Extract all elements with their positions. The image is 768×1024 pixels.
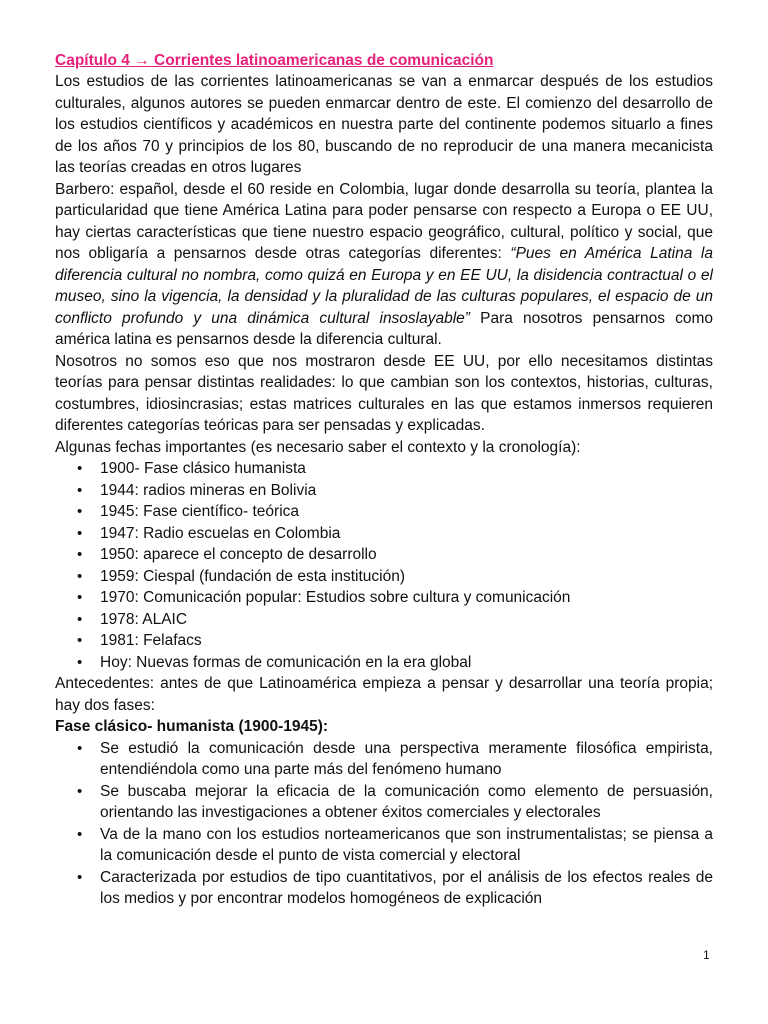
- date-text: 1981: Felafacs: [100, 632, 202, 649]
- bullet-icon: •: [77, 460, 83, 477]
- barbero-paragraph: [55, 179, 713, 351]
- arrow-icon: →: [134, 52, 150, 69]
- list-item: [55, 609, 713, 631]
- bullet-icon: •: [77, 524, 83, 542]
- list-item: [55, 738, 713, 781]
- list-item: [55, 566, 713, 588]
- date-text: 1944: radios mineras en Bolivia: [100, 481, 317, 499]
- nosotros-paragraph: Nosotros no somos eso que nos mostraron desde EE UU, por ello necesitamos distintas teorías para pensar distintas realidades: lo que cambian son los contextos, historias, culturas, costumbres, idiosincrasias; estas matrices culturales en las que estamos inmersos requieren diferentes categorías teóricas para ser pensadas y explicadas.: [55, 352, 713, 434]
- date-text: 1945: Fase científico- teórica: [100, 503, 300, 520]
- barbero-text-end: Para nosotros pensarnos como américa latina es pensarnos desde la diferencia cultural.: [55, 309, 714, 348]
- list-item: [55, 652, 713, 674]
- chapter-label: Capítulo 4: [55, 52, 130, 69]
- date-text: 1959: Ciespal (fundación de esta institución): [100, 567, 406, 585]
- list-item: [55, 501, 713, 523]
- page-number: 1: [703, 948, 710, 962]
- phase-item-text: Caracterizada por estudios de tipo cuantitativos, por el análisis de los efectos reales de los medios y por encontrar modelos homogéneos de explicación: [100, 868, 713, 907]
- list-item: [55, 630, 713, 652]
- bullet-icon: •: [77, 782, 83, 800]
- date-text: 1950: aparece el concepto de desarrollo: [100, 546, 377, 563]
- date-text: 1978: ALAIC: [100, 610, 188, 628]
- bullet-icon: •: [77, 567, 83, 585]
- bullet-icon: •: [77, 546, 83, 563]
- document-page: [55, 50, 713, 910]
- list-item: [55, 544, 713, 566]
- bullet-icon: •: [77, 632, 83, 649]
- intro-paragraph: Los estudios de las corrientes latinoamericanas se van a enmarcar después de los estudios culturales, algunos autores se pueden enmarcar dentro de este. El comienzo del desarrollo de los estudios científicos y académicos en nuestra parte del continente podemos situarlo a fines de los años 70 y principios de los 80, buscando de no reproducir de una manera mecanicista las teorías creadas en otros lugares: [55, 73, 713, 176]
- phase-title: Fase clásico- humanista (1900-1945):: [55, 718, 329, 735]
- date-text: Hoy: Nuevas formas de comunicación en la era global: [100, 653, 472, 671]
- bullet-icon: •: [77, 481, 83, 499]
- bullet-icon: •: [77, 653, 83, 671]
- chapter-title: Corrientes latinoamericanas de comunicación: [154, 52, 494, 69]
- bullet-icon: •: [77, 610, 83, 628]
- antecedentes-paragraph: Antecedentes: antes de que Latinoamérica empieza a pensar y desarrollar una teoría propia; hay dos fases:: [55, 675, 713, 714]
- bullet-icon: •: [77, 868, 83, 886]
- dates-list: [55, 458, 713, 673]
- phase-item-text: Va de la mano con los estudios norteamericanos que son instrumentalistas; se piensa a la comunicación desde el punto de vista comercial y electoral: [100, 825, 713, 864]
- date-text: 1900- Fase clásico humanista: [100, 460, 306, 477]
- dates-intro: Algunas fechas importantes (es necesario saber el contexto y la cronología):: [55, 438, 581, 456]
- list-item: [55, 523, 713, 545]
- list-item: [55, 824, 713, 867]
- bullet-icon: •: [77, 503, 83, 520]
- bullet-icon: •: [77, 825, 83, 843]
- list-item: [55, 587, 713, 609]
- phase-item-text: Se estudió la comunicación desde una perspectiva meramente filosófica empirista, entendiéndola como una parte más del fenómeno humano: [100, 739, 713, 778]
- date-text: 1970: Comunicación popular: Estudios sobre cultura y comunicación: [100, 589, 571, 606]
- bullet-icon: •: [77, 589, 83, 606]
- phase-item-text: Se buscaba mejorar la eficacia de la comunicación como elemento de persuasión, orientando las investigaciones a obtener éxitos comerciales y electorales: [100, 782, 713, 821]
- list-item: [55, 458, 713, 480]
- list-item: [55, 781, 713, 824]
- phase-list: [55, 738, 713, 910]
- list-item: [55, 867, 713, 910]
- chapter-heading: [55, 50, 713, 71]
- barbero-text-start: Barbero: español, desde el 60 reside en Colombia, lugar donde desarrolla su teoría, plantea la particularidad que tiene América Latina para poder pensarse con respecto a Europa o EE UU, hay ciertas características que tiene nuestro espacio geográfico, cultural, político y social, que nos obligaría a pensarnos desde otras categorías diferentes:: [55, 180, 713, 262]
- date-text: 1947: Radio escuelas en Colombia: [100, 524, 341, 542]
- list-item: [55, 480, 713, 502]
- barbero-quote: “Pues en América Latina la diferencia cultural no nombra, como quizá en Europa y en EE UU, la disidencia contractual o el museo, sino la vigencia, la densidad y la pluralidad de las culturas populares, el espacio de un conflicto profundo y una dinámica cultural insoslayable”: [55, 245, 713, 327]
- bullet-icon: •: [77, 739, 83, 757]
